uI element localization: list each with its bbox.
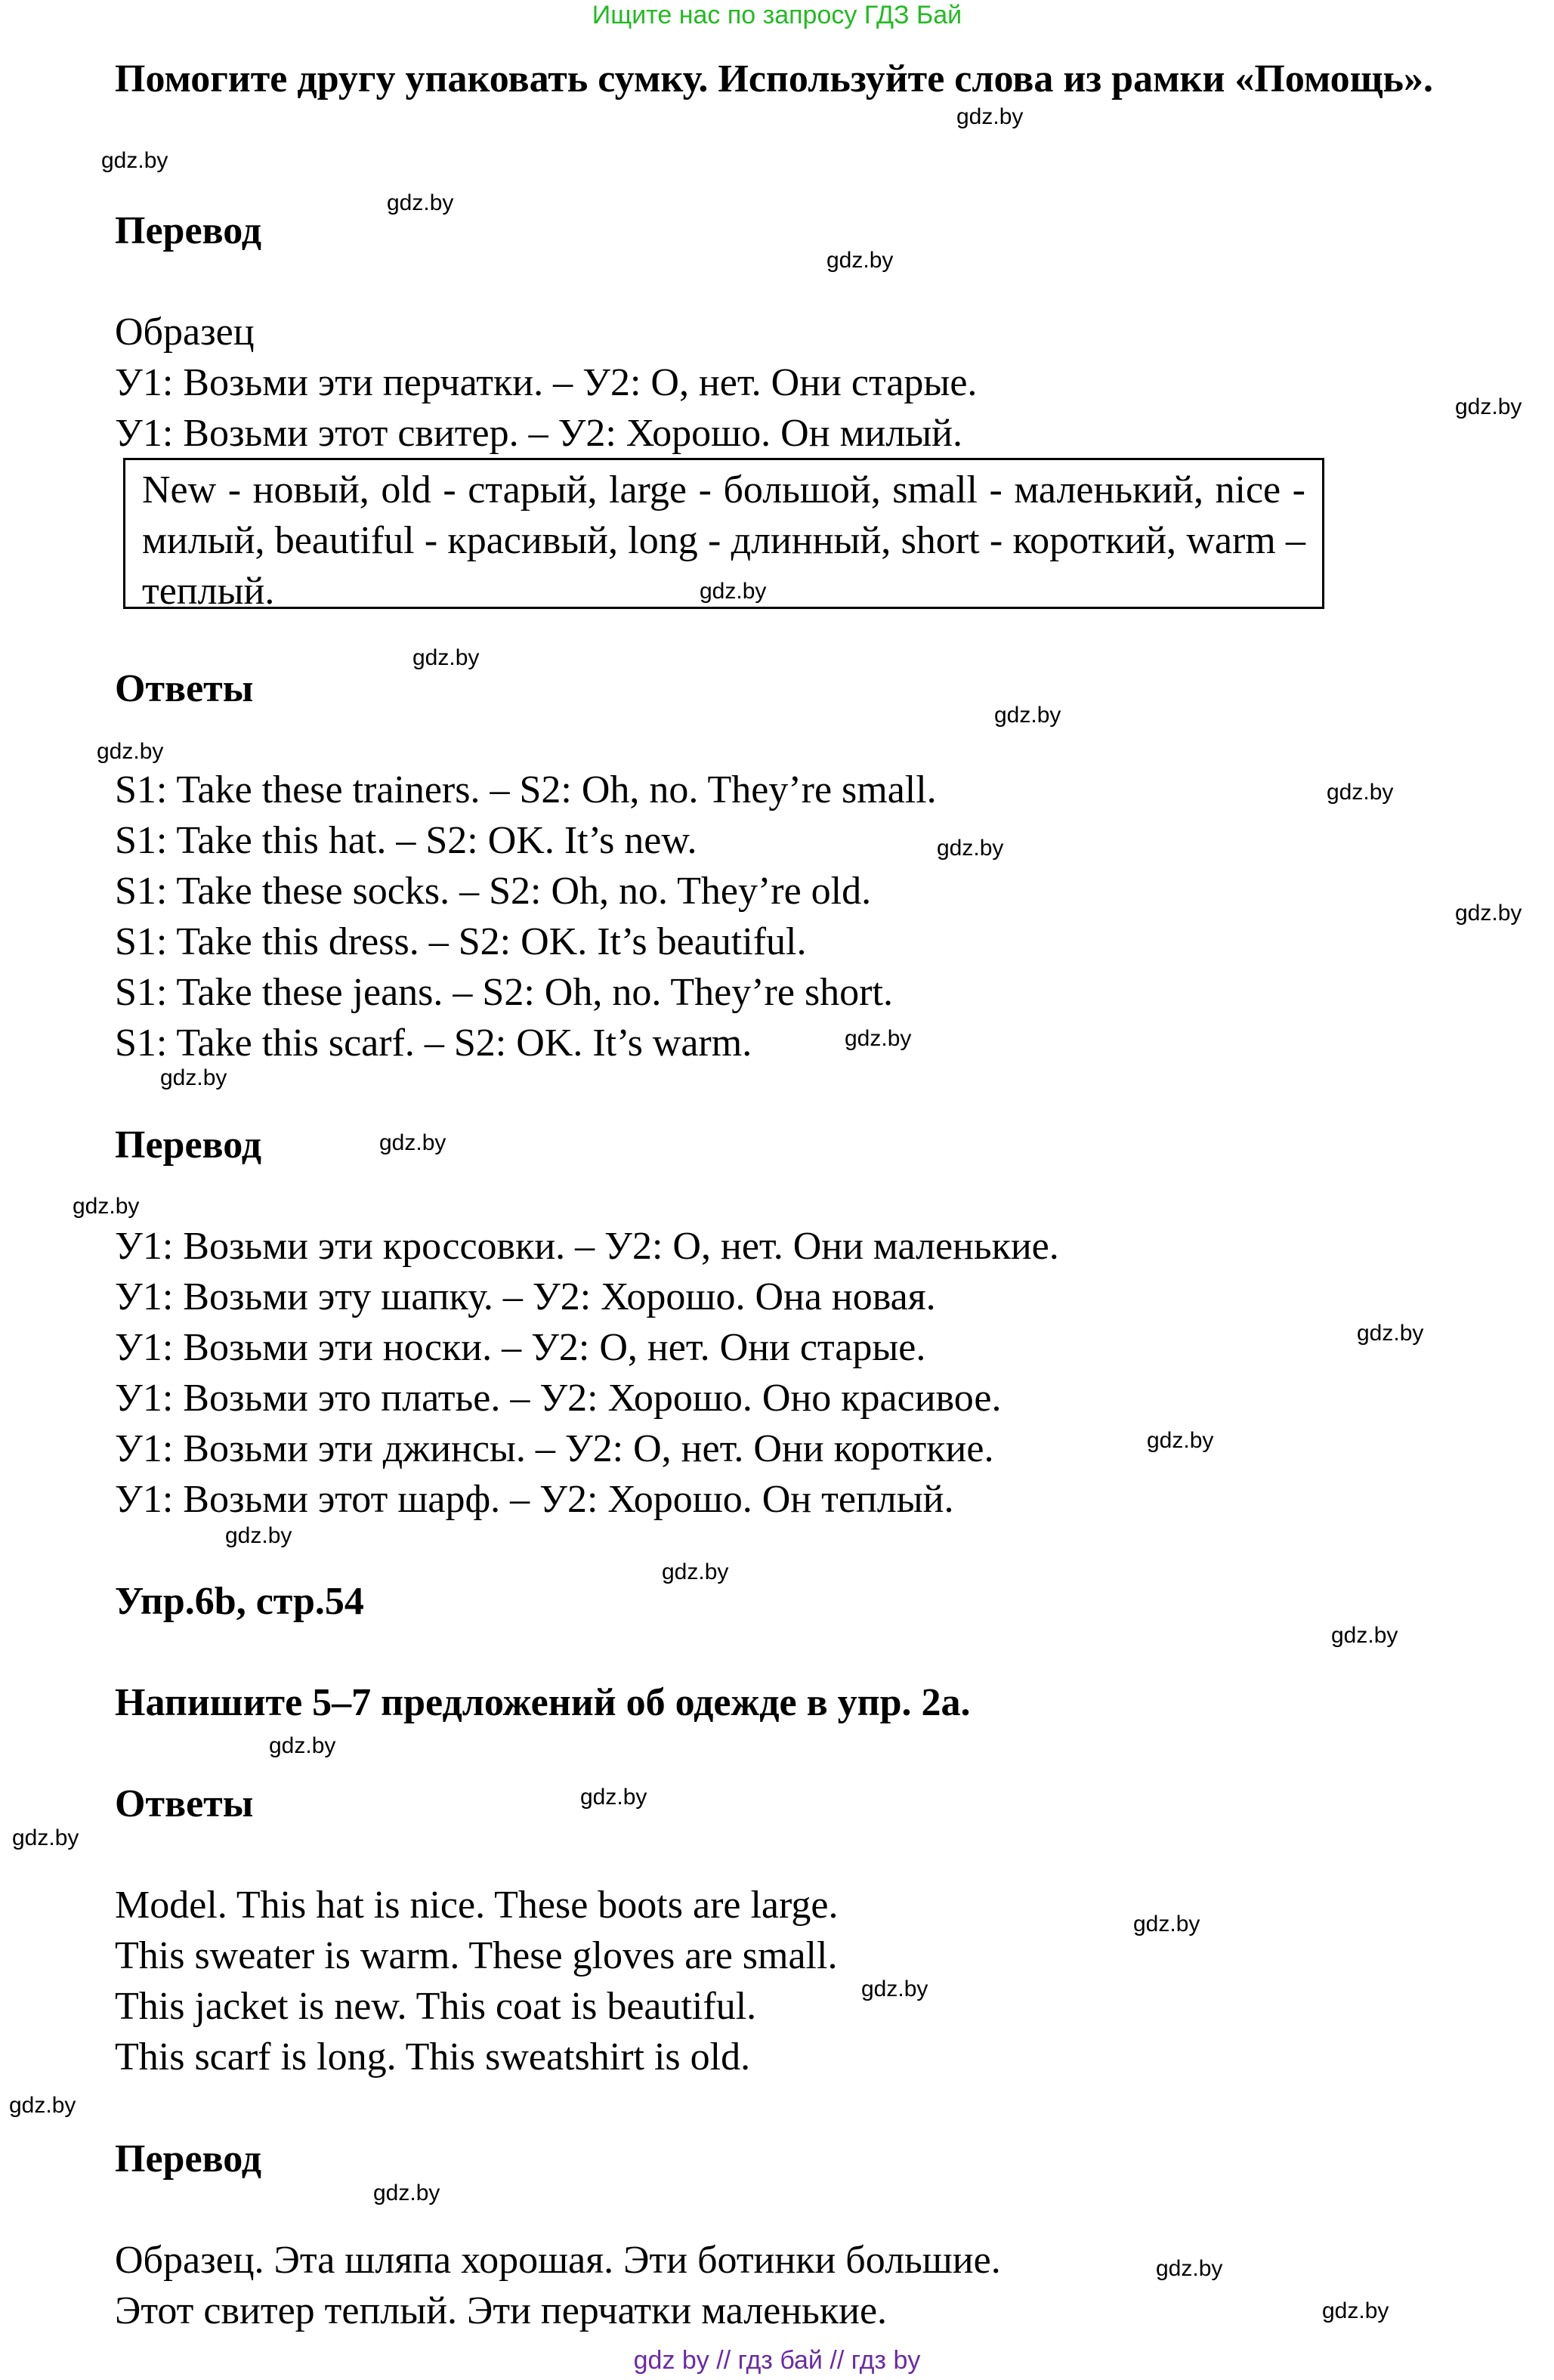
watermark: gdz.by [1156,2256,1223,2281]
watermark: gdz.by [101,148,168,173]
watermark: gdz.by [700,579,767,604]
translation-line: У1: Возьми эту шапку. – У2: Хорошо. Она новая. [115,1275,936,1318]
watermark: gdz.by [1357,1321,1424,1346]
watermark: gdz.by [861,1977,928,2001]
watermark: gdz.by [373,2181,440,2205]
watermark: gdz.by [1133,1912,1200,1936]
task2-instruction: Напишите 5–7 предложений об одежде в упр. 2а. [115,1681,971,1724]
watermark: gdz.by [12,1825,79,1850]
translation-line: У1: Возьми эти кроссовки. – У2: О, нет. Они маленькие. [115,1225,1059,1268]
watermark: gdz.by [73,1194,140,1219]
watermark: gdz.by [97,739,164,764]
task1-answers-heading: Ответы [115,667,254,710]
watermark: gdz.by [412,645,480,670]
watermark: gdz.by [994,703,1061,728]
vocab-text: New - новый, old - старый, large - большой, small - маленький, nice - милый, beautiful - красивый, long - длинный, short - короткий, warm – теплый. [142,468,1305,613]
watermark: gdz.by [1322,2298,1389,2323]
watermark: gdz.by [160,1065,227,1090]
watermark: gdz.by [225,1523,292,1548]
watermark: gdz.by [379,1130,446,1155]
sample-line: Образец [115,311,255,354]
bottom-banner: gdz by // гдз бай // гдз by [633,2346,921,2375]
answer-line: S1: Take this hat. – S2: OK. It’s new. [115,819,697,862]
translation-line: У1: Возьми это платье. – У2: Хорошо. Оно красивое. [115,1377,1002,1420]
task1-instruction: Помогите другу упаковать сумку. Используйте слова из рамки «Помощь». [115,57,1434,100]
translation-line: У1: Возьми эти носки. – У2: О, нет. Они старые. [115,1326,926,1369]
translation-line: У1: Возьми этот шарф. – У2: Хорошо. Он теплый. [115,1478,954,1521]
answer-line: Model. This hat is nice. These boots are large. [115,1884,839,1927]
watermark: gdz.by [269,1733,336,1758]
answer-line: S1: Take this dress. – S2: OK. It’s beautiful. [115,920,807,963]
task2-answers-heading: Ответы [115,1782,254,1825]
watermark: gdz.by [1331,1623,1398,1648]
watermark: gdz.by [662,1559,729,1584]
watermark: gdz.by [1327,780,1394,805]
answer-line: This sweater is warm. These gloves are small. [115,1934,838,1977]
answer-line: This jacket is new. This coat is beautiful. [115,1985,757,2028]
answer-line: This scarf is long. This sweatshirt is old. [115,2035,751,2079]
translation-line: Образец. Эта шляпа хорошая. Эти ботинки большие. [115,2239,1001,2282]
watermark: gdz.by [956,104,1024,129]
watermark: gdz.by [1455,394,1522,419]
watermark: gdz.by [1147,1428,1214,1453]
answer-line: S1: Take these jeans. – S2: Oh, no. They’re short. [115,971,893,1014]
answer-line: S1: Take this scarf. – S2: OK. It’s warm. [115,1022,752,1065]
top-banner: Ищите нас по запросу ГДЗ Бай [592,1,962,29]
task1-translation-heading: Перевод [115,209,262,252]
watermark: gdz.by [9,2093,76,2118]
answer-line: S1: Take these socks. – S2: Oh, no. They’re old. [115,870,872,913]
translation-line: Этот свитер теплый. Эти перчатки маленькие. [115,2289,888,2332]
task1-translation2-heading: Перевод [115,1124,262,1167]
watermark: gdz.by [826,248,894,273]
watermark: gdz.by [580,1785,647,1810]
answer-line: S1: Take these trainers. – S2: Oh, no. They’re small. [115,768,937,811]
watermark: gdz.by [1455,901,1522,926]
translation-line: У1: Возьми эти джинсы. – У2: О, нет. Они короткие. [115,1427,994,1470]
sample-line: У1: Возьми этот свитер. – У2: Хорошо. Он милый. [115,412,963,455]
watermark: gdz.by [387,190,454,215]
sample-line: У1: Возьми эти перчатки. – У2: О, нет. Они старые. [115,361,978,404]
watermark: gdz.by [845,1026,912,1051]
task2-translation-heading: Перевод [115,2137,262,2181]
watermark: gdz.by [937,836,1004,861]
exercise-title: Упр.6b, стр.54 [115,1580,364,1623]
